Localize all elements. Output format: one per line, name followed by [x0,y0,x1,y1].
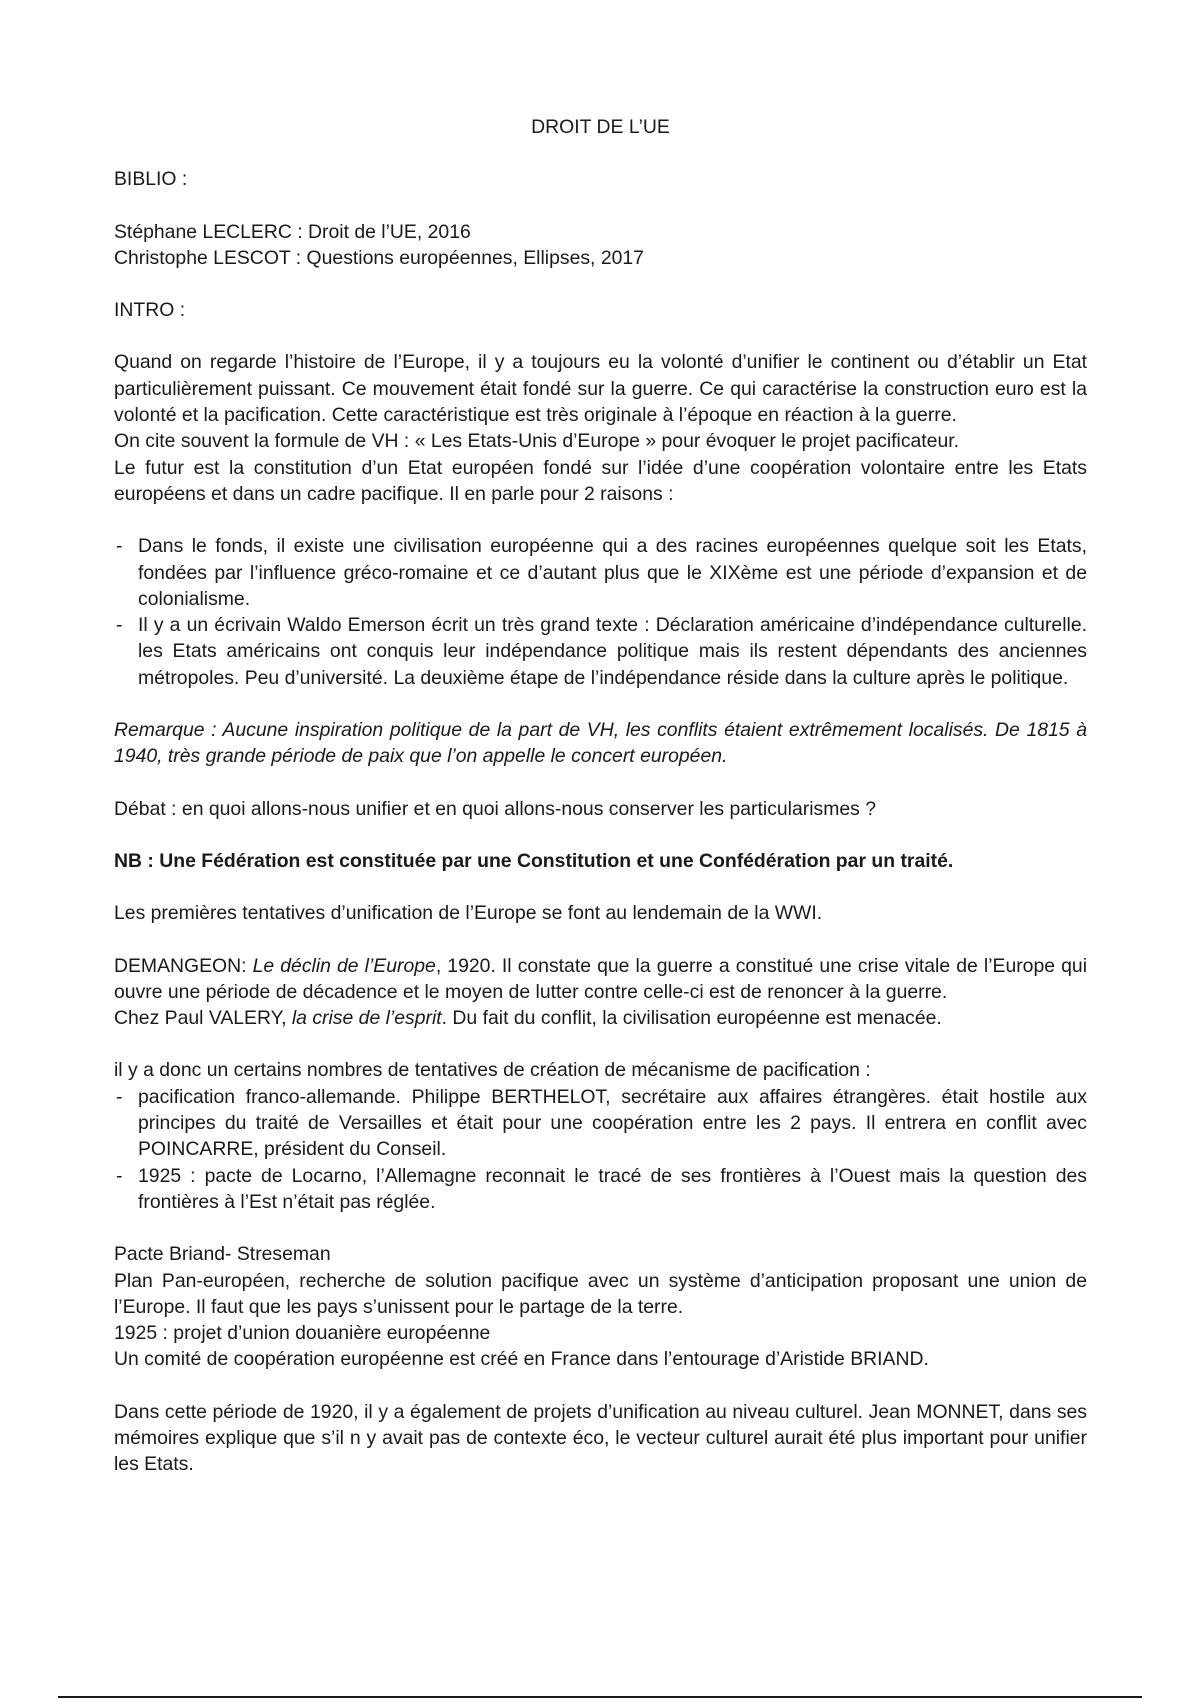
briand-section [114,1241,1087,1372]
intro-paragraph: On cite souvent la formule de VH : « Les Etats-Unis d’Europe » pour évoquer le projet pacificateur. [114,430,960,453]
biblio-ref: Stéphane LECLERC : Droit de l’UE, 2016 [114,220,471,243]
remarque-note: Remarque : Aucune inspiration politique de la part de VH, les conflits étaient extrêmement localisés. De 1815 à 1940, très grande période de paix que l’on appelle le concert européen. [114,719,1087,768]
list-item: - Il y a un écrivain Waldo Emerson écrit un très grand texte : Déclaration américaine d’indépendance culturelle. les Etats américains ont conquis leur indépendance politique mais ils restent dépendants des anciennes métropoles. Peu d’université. La deuxième étape de l’indépendance réside dans la culture après le politique. [114,612,1087,691]
biblio-ref: Christophe LESCOT : Questions européennes, Ellipses, 2017 [114,246,644,269]
intro-heading: INTRO : [114,299,186,322]
bottom-rule-divider [58,1696,1142,1698]
premieres-tentatives-paragraph: Les premières tentatives d’unification de l’Europe se font au lendemain de la WWI. [114,902,823,925]
valery-text: . Du fait du conflit, la civilisation européenne est menacée. [441,1007,942,1030]
briand-line: 1925 : projet d’union douanière européenne [114,1322,491,1345]
biblio-references [114,219,1087,272]
biblio-heading: BIBLIO : [114,168,188,191]
intro-paragraph: Quand on regarde l’histoire de l’Europe, il y a toujours eu la volonté d’unifier le continent ou d’établir un Etat particulièrement puissant. Ce mouvement était fondé sur la guerre. Ce qui caractérise la construction euro est la volonté et la pacification. Cette caractéristique est très originale à l’époque en réaction à la guerre. [114,351,1087,427]
valery-lead: Chez Paul VALERY, [114,1007,292,1030]
debat-paragraph: Débat : en quoi allons-nous unifier et en quoi allons-nous conserver les particularismes ? [114,797,877,820]
demangeon-paragraph [114,953,1087,1006]
intro-paragraphs [114,349,1087,507]
list-item: - Dans le fonds, il existe une civilisation européenne qui a des racines européennes quelque soit les Etats, fondées par l’influence gréco-romaine et ce d’autant plus que le XIXème est une période d’expansion et de colonialisme. [114,533,1087,612]
intro-bullet-list [114,533,1087,691]
demangeon-text: , 1920. Il constate que la guerre a constitué une crise vitale de l’Europe qui ouvre une période de décadence et le moyen de lutter contre celle-ci est de renoncer à la guerre. [114,954,1088,1003]
nb-note: NB : Une Fédération est constituée par une Constitution et une Confédération par un traité. [114,849,954,872]
tentatives-intro: il y a donc un certains nombres de tentatives de création de mécanisme de pacification : [114,1059,871,1082]
valery-work-title: la crise de l’esprit [291,1007,442,1030]
tentatives-bullet-list [114,1084,1087,1215]
culturel-paragraph: Dans cette période de 1920, il y a également de projets d’unification au niveau culturel. Jean MONNET, dans ses mémoires explique que s’il n y avait pas de contexte éco, le vecteur culturel aurait été plus important pour unifier les Etats. [114,1400,1087,1476]
list-item: - 1925 : pacte de Locarno, l’Allemagne reconnait le tracé de ses frontières à l’Ouest mais la question des frontières à l’Est n’était pas réglée. [114,1163,1087,1216]
authors-paragraphs [114,953,1087,1032]
list-item: - pacification franco-allemande. Philippe BERTHELOT, secrétaire aux affaires étrangères. était hostile aux principes du traité de Versailles et était pour une coopération entre les 2 pays. Il entrera en conflit avec POINCARRE, président du Conseil. [114,1084,1087,1163]
demangeon-lead: DEMANGEON: [114,954,253,977]
briand-line: Plan Pan-européen, recherche de solution pacifique avec un système d’anticipation proposant une union de l’Europe. Il faut que les pays s’unissent pour le partage de la terre. [114,1269,1087,1318]
intro-paragraph: Le futur est la constitution d’un Etat européen fondé sur l’idée d’une coopération volontaire entre les Etats européens et dans un cadre pacifique. Il en parle pour 2 raisons : [114,456,1087,505]
demangeon-work-title: Le déclin de l’Europe [252,954,436,977]
briand-line: Pacte Briand- Streseman [114,1243,331,1266]
valery-paragraph [114,1005,1087,1031]
document-title: DROIT DE L’UE [531,116,670,138]
briand-line: Un comité de coopération européenne est créé en France dans l’entourage d’Aristide BRIAND. [114,1348,929,1371]
document-page [114,114,1087,1504]
